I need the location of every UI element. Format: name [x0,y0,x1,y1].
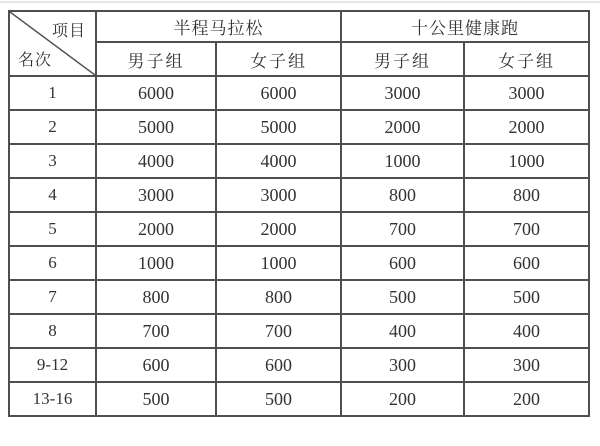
prize-cell: 800 [216,280,341,314]
rank-cell: 5 [9,212,96,246]
table-row [9,212,589,246]
subheader-half-marathon-women: 女子组 [216,42,341,76]
rank-cell: 6 [9,246,96,280]
table-row [9,178,589,212]
prize-cell: 2000 [464,110,589,144]
prize-cell: 2000 [216,212,341,246]
table-row [9,110,589,144]
prize-cell: 200 [464,382,589,416]
rank-cell: 13-16 [9,382,96,416]
table-row [9,76,589,110]
prize-cell: 6000 [216,76,341,110]
table-row [9,348,589,382]
rank-cell: 9-12 [9,348,96,382]
rank-cell: 3 [9,144,96,178]
group-header-half-marathon: 半程马拉松 [96,11,341,42]
prize-cell: 500 [96,382,216,416]
prize-cell: 600 [464,246,589,280]
prize-cell: 200 [341,382,464,416]
prize-cell: 600 [341,246,464,280]
prize-cell: 800 [341,178,464,212]
subgroup-header-row [9,42,589,76]
table-row [9,280,589,314]
prize-cell: 800 [96,280,216,314]
prize-cell: 3000 [464,76,589,110]
prize-cell: 800 [464,178,589,212]
prize-cell: 700 [341,212,464,246]
subheader-10k-men: 男子组 [341,42,464,76]
prize-cell: 700 [96,314,216,348]
group-header-10k-health-run: 十公里健康跑 [341,11,589,42]
prize-cell: 1000 [96,246,216,280]
rank-cell: 2 [9,110,96,144]
prize-cell: 300 [464,348,589,382]
corner-label-event: 项目 [51,23,86,40]
corner-cell [9,11,96,76]
prize-cell: 3000 [96,178,216,212]
prize-cell: 3000 [341,76,464,110]
prize-money-table [8,10,590,417]
prize-cell: 600 [96,348,216,382]
prize-cell: 1000 [464,144,589,178]
rank-cell: 4 [9,178,96,212]
table-row [9,144,589,178]
prize-cell: 5000 [96,110,216,144]
prize-cell: 4000 [96,144,216,178]
table-row [9,314,589,348]
group-header-row [9,11,589,42]
table-row [9,246,589,280]
subheader-10k-women: 女子组 [464,42,589,76]
prize-cell: 500 [341,280,464,314]
corner-label-rank: 名次 [18,52,53,69]
prize-cell: 400 [464,314,589,348]
prize-cell: 1000 [341,144,464,178]
subheader-half-marathon-men: 男子组 [96,42,216,76]
prize-cell: 1000 [216,246,341,280]
table-row [9,382,589,416]
prize-cell: 400 [341,314,464,348]
prize-cell: 300 [341,348,464,382]
prize-cell: 2000 [341,110,464,144]
crop-artifact-line [0,1,600,3]
prize-cell: 500 [216,382,341,416]
prize-cell: 500 [464,280,589,314]
rank-cell: 7 [9,280,96,314]
prize-cell: 600 [216,348,341,382]
prize-cell: 6000 [96,76,216,110]
prize-cell: 700 [464,212,589,246]
prize-cell: 5000 [216,110,341,144]
prize-cell: 3000 [216,178,341,212]
rank-cell: 8 [9,314,96,348]
prize-cell: 700 [216,314,341,348]
prize-cell: 2000 [96,212,216,246]
rank-cell: 1 [9,76,96,110]
prize-cell: 4000 [216,144,341,178]
